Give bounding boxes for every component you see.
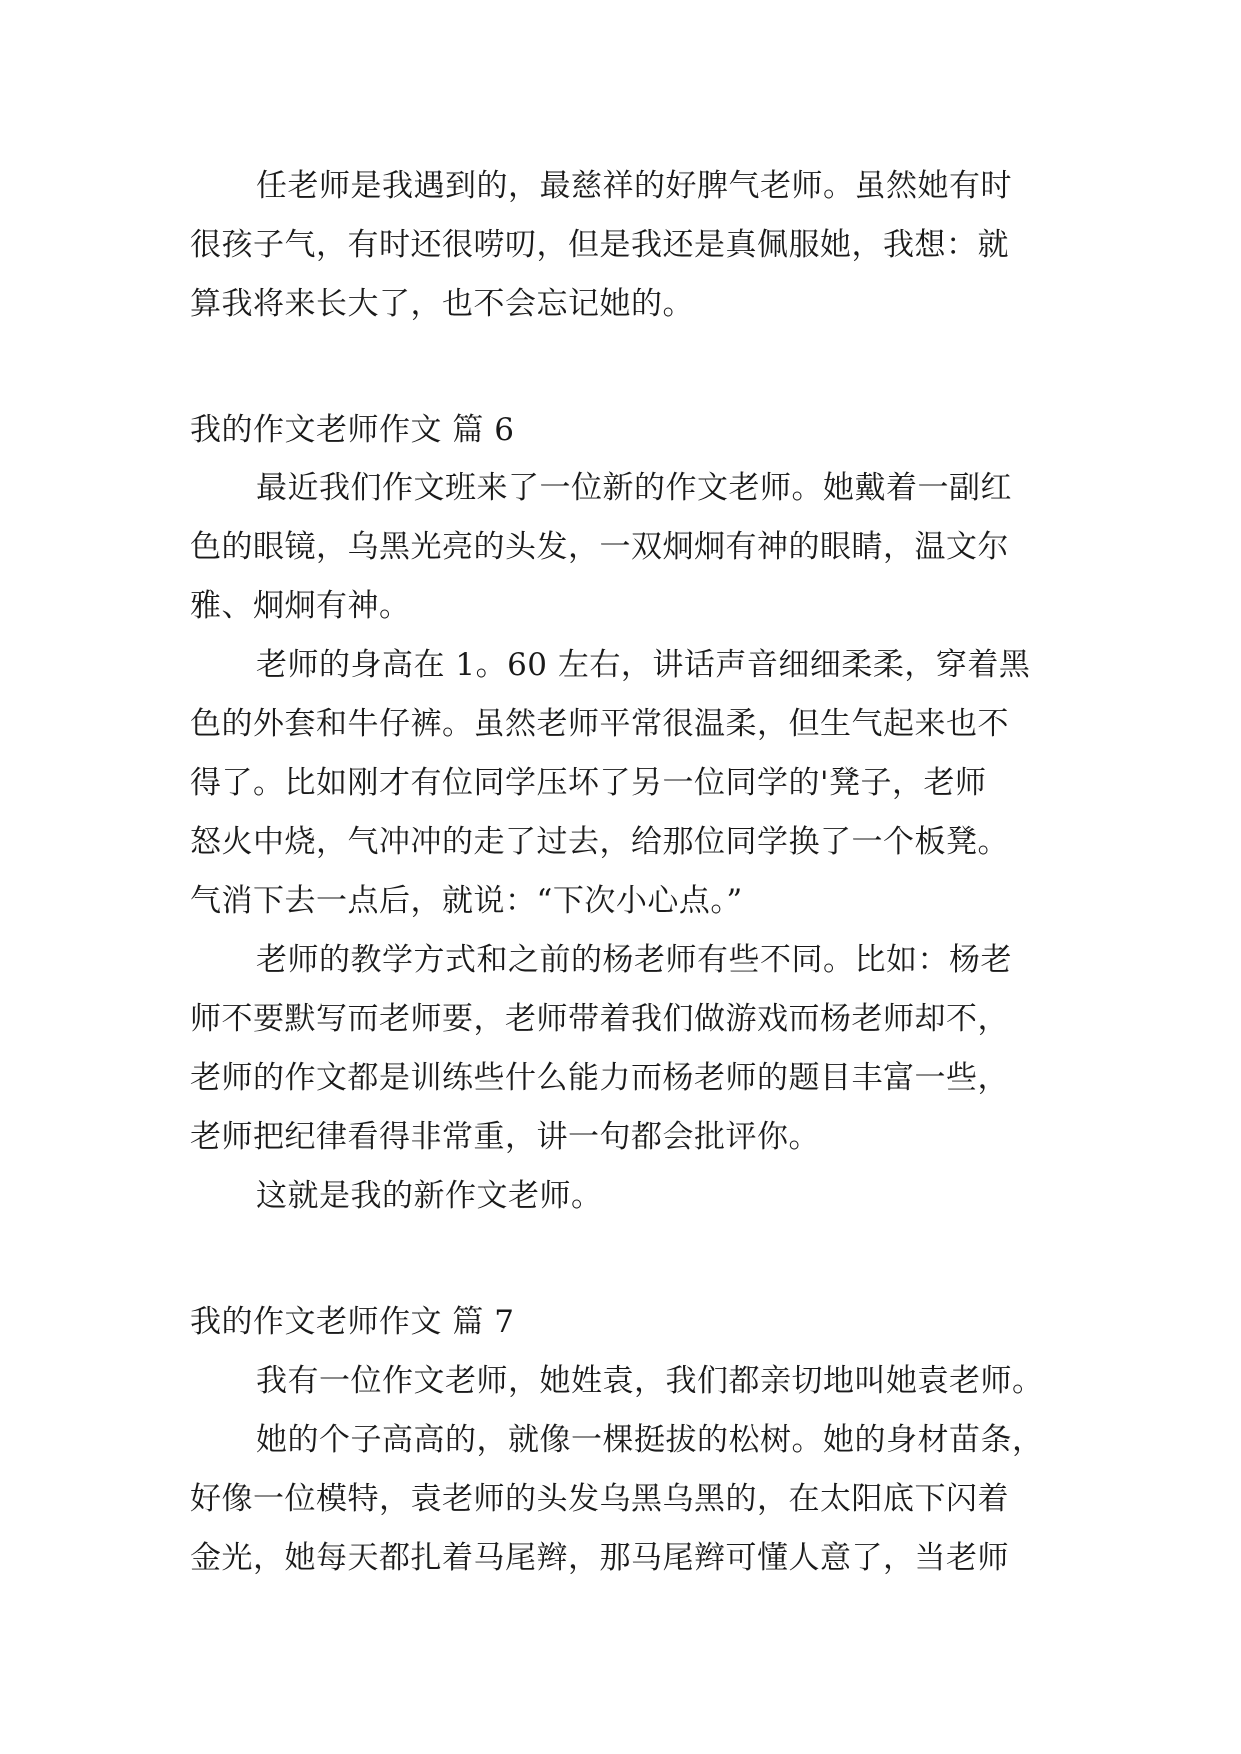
paragraph-line: 得了。比如刚才有位同学压坏了另一位同学的'凳子，老师 — [190, 765, 987, 801]
paragraph-line: 这就是我的新作文老师。 — [256, 1178, 603, 1214]
paragraph-line: 我有一位作文老师，她姓袁，我们都亲切地叫她袁老师。 — [256, 1363, 1044, 1399]
paragraph-line: 算我将来长大了，也不会忘记她的。 — [190, 286, 694, 322]
paragraph-line: 她的个子高高的，就像一棵挺拔的松树。她的身材苗条， — [256, 1422, 1044, 1458]
paragraph-line: 老师的作文都是训练些什么能力而杨老师的题目丰富一些， — [190, 1060, 1009, 1096]
paragraph-line: 色的眼镜，乌黑光亮的头发，一双炯炯有神的眼睛，温文尔 — [190, 529, 1009, 565]
paragraph-line: 雅、炯炯有神。 — [190, 588, 411, 624]
paragraph-line: 很孩子气，有时还很唠叨，但是我还是真佩服她，我想：就 — [190, 227, 1009, 263]
paragraph-line: 老师把纪律看得非常重，讲一句都会批评你。 — [190, 1119, 820, 1155]
paragraph-line: 最近我们作文班来了一位新的作文老师。她戴着一副红 — [256, 470, 1012, 506]
paragraph-line: 气消下去一点后，就说：“下次小心点。” — [190, 883, 743, 919]
section-heading: 我的作文老师作文 篇 6 — [190, 412, 515, 448]
section-heading: 我的作文老师作文 篇 7 — [190, 1304, 515, 1340]
paragraph-line: 老师的身高在 1。60 左右，讲话声音细细柔柔，穿着黑 — [256, 647, 1031, 683]
paragraph-line: 任老师是我遇到的，最慈祥的好脾气老师。虽然她有时 — [256, 168, 1012, 204]
paragraph-line: 怒火中烧，气冲冲的走了过去，给那位同学换了一个板凳。 — [190, 824, 1009, 860]
paragraph-line: 师不要默写而老师要，老师带着我们做游戏而杨老师却不， — [190, 1001, 1009, 1037]
paragraph-line: 色的外套和牛仔裤。虽然老师平常很温柔，但生气起来也不 — [190, 706, 1009, 742]
paragraph-line: 好像一位模特，袁老师的头发乌黑乌黑的，在太阳底下闪着 — [190, 1481, 1009, 1517]
paragraph-line: 老师的教学方式和之前的杨老师有些不同。比如：杨老 — [256, 942, 1012, 978]
paragraph-line: 金光，她每天都扎着马尾辫，那马尾辫可懂人意了，当老师 — [190, 1540, 1009, 1576]
